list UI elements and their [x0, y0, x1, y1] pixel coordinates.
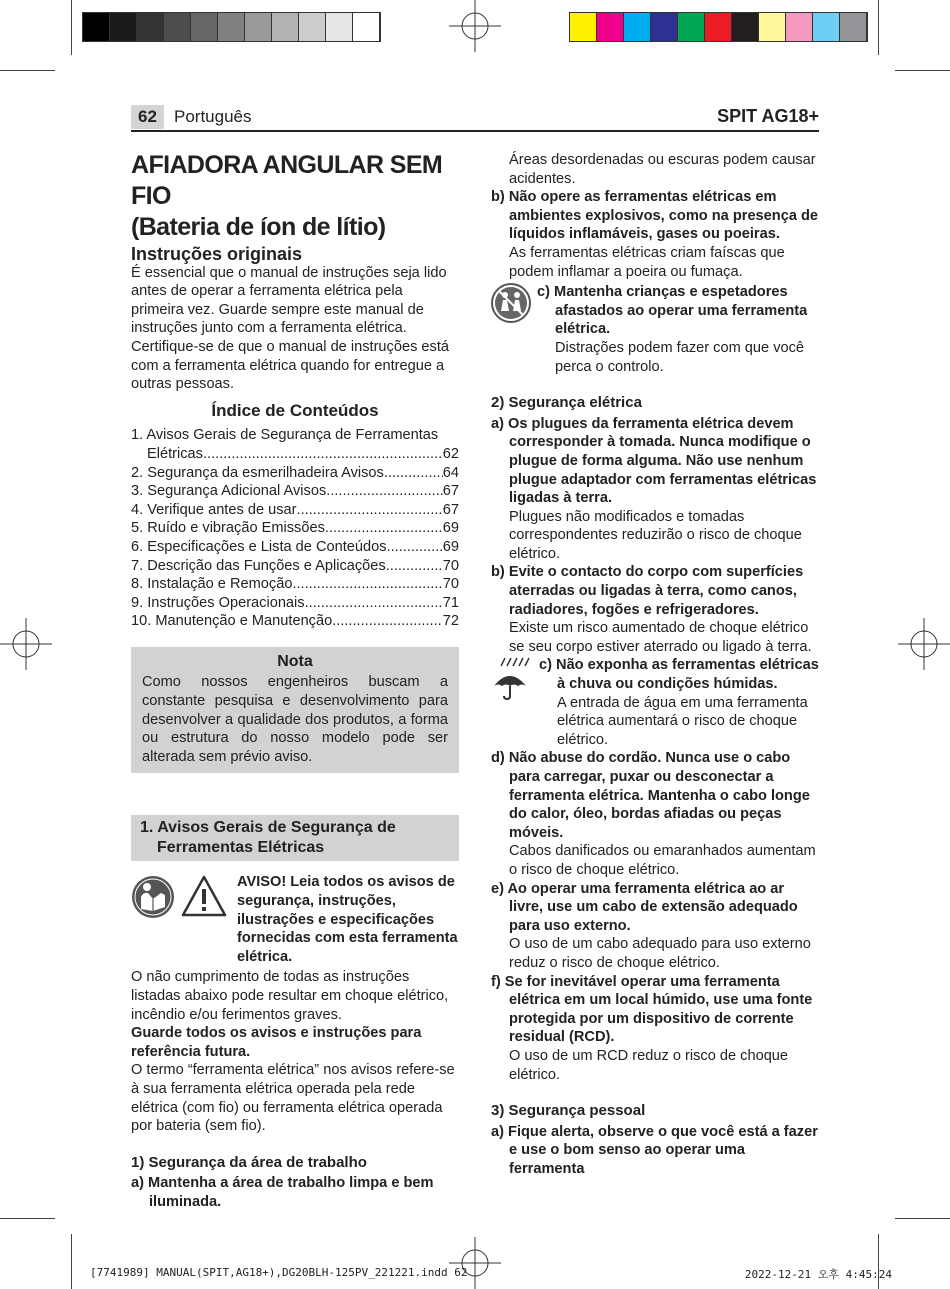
toc-entry[interactable] — [131, 482, 459, 501]
color-swatch — [218, 13, 245, 41]
section-title-line: Ferramentas Elétricas — [157, 839, 325, 857]
color-swatch — [137, 13, 164, 41]
safety-item: b) Não opere as ferramentas elétricas em ambientes explosivos, como na presença de líquidos inflamáveis, gases ou poeiras. — [491, 189, 819, 243]
book-reader-icon — [131, 875, 175, 919]
registration-mark-icon — [449, 0, 501, 52]
color-swatch — [110, 13, 137, 41]
toc-page: 70 — [442, 576, 459, 593]
footer-date: 2022-12-21 오후 4:45:24 — [744, 1268, 892, 1281]
crop-mark — [71, 1234, 72, 1289]
intro-paragraph: É essencial que o manual de instruções seja lido antes de operar a ferramenta elétrica pela primeira vez. Guarde sempre este manual de instruções junto com a ferramenta elétrica. Certifique-se de que o manual de instruções está com a ferramenta elétrica quando for entregue a outras pessoas. — [131, 264, 450, 393]
safety-item-text: Áreas desordenadas ou escuras podem causar acidentes. — [509, 152, 816, 187]
color-swatch — [191, 13, 218, 41]
toc-label: 7. Descrição das Funções e Aplicações — [131, 557, 386, 574]
page-number: 62 — [131, 105, 164, 129]
color-swatch — [164, 13, 191, 41]
warning-text: AVISO! Leia todos os avisos de segurança, instruções, ilustrações e especificações fornecidas com esta ferramenta elétrica. — [237, 874, 458, 965]
toc-label: 6. Especificações e Lista de Conteúdos — [131, 538, 387, 555]
color-swatch — [624, 13, 651, 41]
safety-item: f) Se for inevitável operar uma ferramenta elétrica em um local húmido, use uma fonte protegida por um dispositivo de corrente residual (RCD). — [491, 973, 813, 1046]
toc-entry[interactable] — [131, 519, 459, 538]
right-column — [491, 151, 819, 1178]
toc-label: 4. Verifique antes de usar — [131, 501, 297, 518]
title-line: AFIADORA ANGULAR SEM FIO — [131, 151, 443, 210]
warning-paragraph: O não cumprimento de todas as instruções listadas abaixo pode resultar em choque elétrico, incêndio e/ou ferimentos graves. — [131, 969, 449, 1023]
safety-item: b) Evite o contacto do corpo com superfícies aterradas ou ligadas à terra, como canos, radiadores, fogões e refrigeradores. — [491, 564, 804, 618]
toc-page: 70 — [442, 557, 459, 574]
toc-page: 64 — [442, 464, 459, 481]
registration-mark-icon — [0, 618, 52, 670]
toc-label: 9. Instruções Operacionais — [131, 594, 305, 611]
toc-entry[interactable] — [131, 426, 459, 463]
color-swatch — [570, 13, 597, 41]
color-swatch — [245, 13, 272, 41]
toc-page: 71 — [442, 594, 459, 611]
note-title: Nota — [277, 652, 313, 670]
toc-title: Índice de Conteúdos — [211, 400, 379, 420]
color-swatch — [678, 13, 705, 41]
crop-mark — [0, 1218, 55, 1219]
section-title-line: 1. Avisos Gerais de Segurança de — [140, 819, 396, 837]
safety-item-text: O uso de um RCD reduz o risco de choque elétrico. — [509, 1047, 789, 1083]
footer-file-info: [7741989] MANUAL(SPIT,AG18+),DG20BLH-125PV_221221.indd 62 — [90, 1266, 468, 1279]
toc-label: 2. Segurança da esmerilhadeira Avisos — [131, 464, 384, 481]
color-swatch — [786, 13, 813, 41]
subtitle: Instruções originais — [131, 244, 303, 264]
toc-label: 1. Avisos Gerais de Segurança de Ferramentas — [131, 427, 439, 444]
warning-block — [131, 873, 459, 966]
toc-page: 69 — [442, 520, 459, 537]
color-swatch — [597, 13, 624, 41]
toc-page: 72 — [442, 613, 459, 630]
color-swatch — [813, 13, 840, 41]
registration-mark-icon — [449, 1237, 501, 1289]
safety-item-text: Existe um risco aumentado de choque elétrico se seu corpo estiver aterrado ou ligado à terra. — [509, 620, 812, 655]
toc-page: 69 — [442, 538, 459, 555]
color-swatch — [326, 13, 353, 41]
toc-entry[interactable] — [131, 612, 459, 631]
section-heading — [131, 815, 459, 861]
color-swatch — [353, 13, 380, 41]
title-line: (Bateria de íon de lítio) — [131, 213, 386, 241]
toc-page: 67 — [442, 501, 459, 518]
color-swatch — [732, 13, 759, 41]
rain-warning — [491, 656, 819, 749]
color-swatch — [705, 13, 732, 41]
warning-paragraph: O termo “ferramenta elétrica” nos avisos refere-se à sua ferramenta elétrica operada pela rede elétrica (com fio) ou ferramenta elétrica operada por bateria (sem fio). — [131, 1062, 455, 1135]
safety-item: a) Mantenha a área de trabalho limpa e bem iluminada. — [131, 1175, 434, 1210]
left-column — [131, 150, 459, 1212]
document-title — [131, 150, 459, 243]
toc-entry[interactable] — [131, 538, 459, 557]
toc-label: 3. Segurança Adicional Avisos — [131, 483, 327, 500]
subsection-title: 3) Segurança pessoal — [491, 1102, 646, 1120]
safety-item-text: Cabos danificados ou emaranhados aumentam o risco de choque elétrico. — [509, 843, 816, 878]
note-text: Como nossos engenheiros buscam a constante pesquisa e desenvolvimento para desenvolver a qualidade dos produtos, a forma ou estrutura do nosso modelo pode ser alterada sem prévio aviso. — [142, 674, 448, 765]
safety-item: a) Fique alerta, observe o que você está a fazer e use o bom senso ao operar uma ferramenta — [491, 1123, 818, 1177]
note-box — [131, 647, 459, 774]
color-swatch — [83, 13, 110, 41]
toc-label: Elétricas — [147, 445, 203, 462]
safety-item-text: Distrações podem fazer com que você perca o controlo. — [555, 339, 805, 375]
toc-entry[interactable] — [131, 557, 459, 576]
safety-item: a) Os plugues da ferramenta elétrica devem corresponder à tomada. Nunca modifique o plugue de forma alguma. Não use nenhum plugue adaptador com ferramentas elétricas ligadas à terra. — [491, 415, 817, 507]
color-calibration-bar — [569, 12, 868, 42]
safety-item-text: Plugues não modificados e tomadas correspondentes reduzirão o risco de choque elétrico. — [509, 508, 802, 562]
header-rule — [131, 130, 819, 132]
safety-item-text: O uso de um cabo adequado para uso externo reduz o risco de choque elétrico. — [509, 936, 811, 971]
toc-entry[interactable] — [131, 575, 459, 594]
table-of-contents — [131, 426, 459, 631]
toc-entry[interactable] — [131, 594, 459, 613]
safety-item: e) Ao operar uma ferramenta elétrica ao ar livre, use um cabo de extensão adequado para uso externo. — [491, 880, 798, 934]
registration-mark-icon — [898, 618, 950, 670]
color-swatch — [299, 13, 326, 41]
crop-mark — [895, 1218, 950, 1219]
safety-item-text: As ferramentas elétricas criam faíscas que podem inflamar a poeira ou fumaça. — [509, 244, 785, 280]
crop-mark — [0, 70, 55, 71]
toc-label: 8. Instalação e Remoção — [131, 576, 293, 593]
safety-item-text: A entrada de água em uma ferramenta elétrica aumentará o risco de choque elétrico. — [557, 694, 808, 748]
toc-page: 62 — [442, 445, 459, 462]
safety-item: c) Não exponha as ferramentas elétricas à chuva ou condições húmidas. — [539, 657, 819, 693]
color-swatch — [272, 13, 299, 41]
subsection-title: 2) Segurança elétrica — [491, 394, 642, 412]
crop-mark — [878, 0, 879, 55]
toc-entry[interactable] — [131, 464, 459, 483]
crop-mark — [71, 0, 72, 55]
model-name: SPIT AG18+ — [717, 106, 819, 126]
safety-item: c) Mantenha crianças e espetadores afastados ao operar uma ferramenta elétrica. — [537, 284, 808, 338]
gray-calibration-bar — [82, 12, 381, 42]
umbrella-rain-icon — [491, 656, 535, 700]
color-swatch — [759, 13, 786, 41]
crop-mark — [895, 70, 950, 71]
toc-entry[interactable] — [131, 501, 459, 520]
subsection-title: 1) Segurança da área de trabalho — [131, 1153, 367, 1171]
children-warning — [491, 283, 819, 376]
warning-triangle-icon — [181, 875, 227, 917]
language-label: Português — [174, 107, 252, 126]
warning-paragraph-bold: Guarde todos os avisos e instruções para referência futura. — [131, 1025, 422, 1060]
color-swatch — [840, 13, 867, 41]
toc-label: 10. Manutenção e Manutenção — [131, 613, 333, 630]
children-icon — [491, 283, 531, 323]
color-swatch — [651, 13, 678, 41]
safety-item: d) Não abuse do cordão. Nunca use o cabo para carregar, puxar ou desconectar a ferramenta elétrica. Mantenha o cabo longe do calor, óleo, bordas afiadas ou peças móveis. — [491, 750, 810, 841]
toc-page: 67 — [442, 483, 459, 500]
toc-label: 5. Ruído e vibração Emissões — [131, 520, 325, 537]
